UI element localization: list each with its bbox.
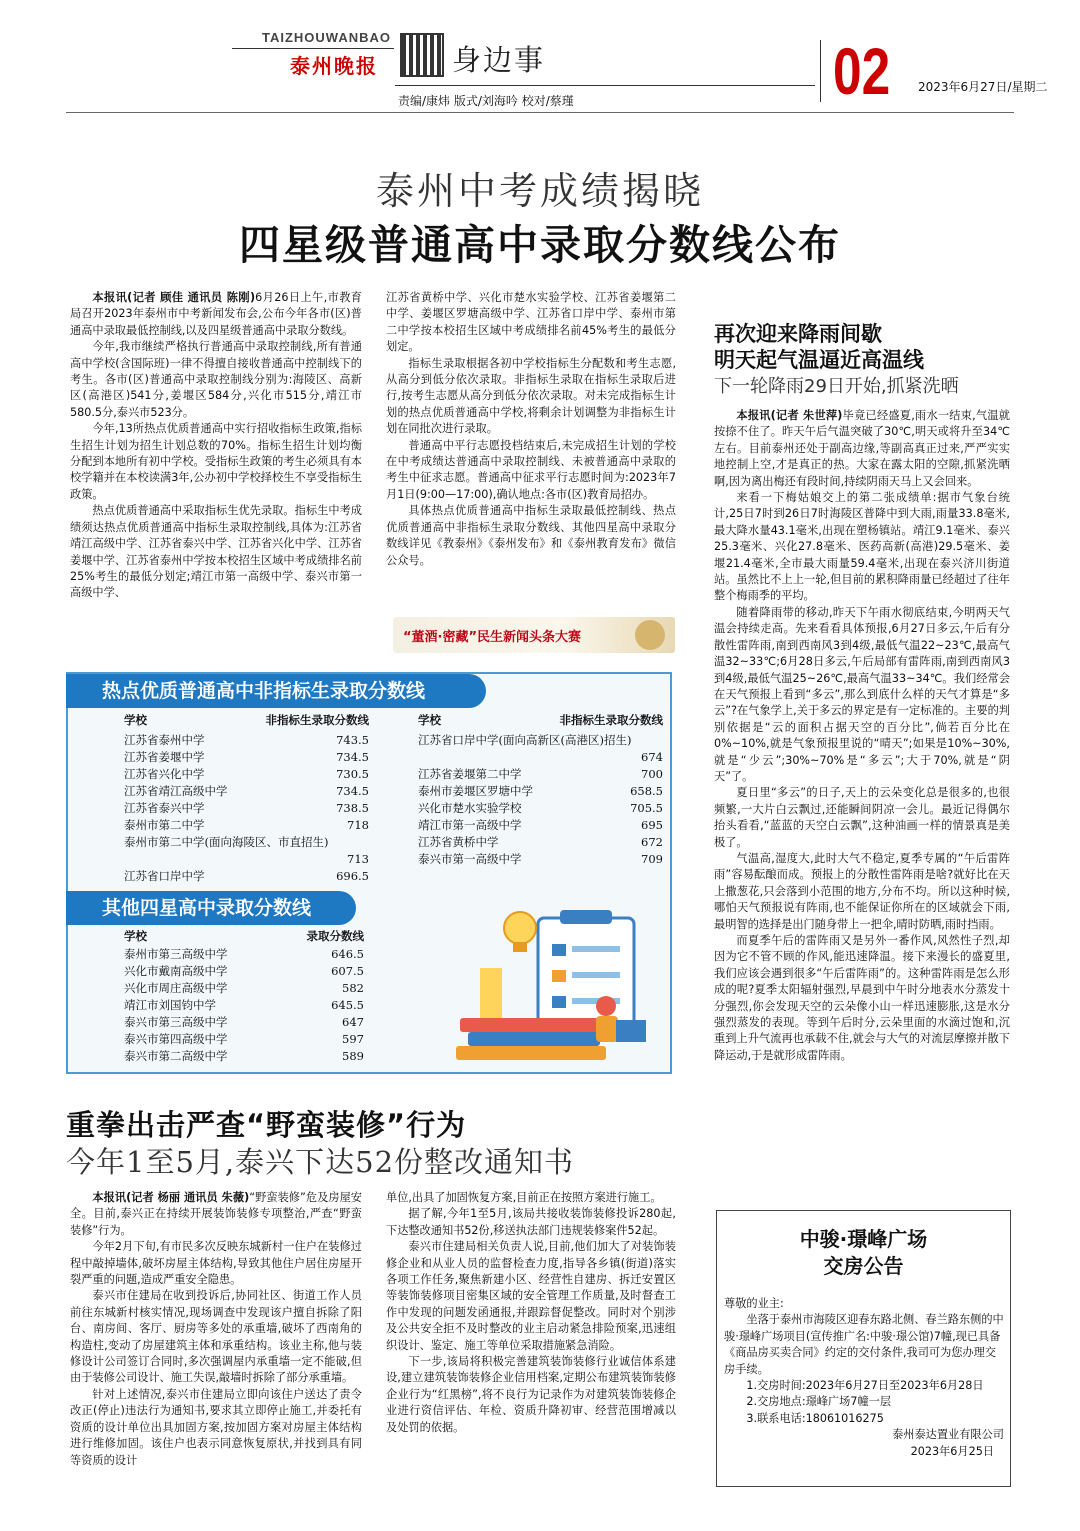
school-name: 兴化市周庄高级中学 [124, 981, 228, 995]
paragraph: 今年,我市继续严格执行普通高中录取控制线,所有普通高中学校(含国际班)一律不得擅自接收普通高中控制线下的考生。各市(区)普通高中录取控制线分别为:海陵区、高新区(高港区)541分,姜堰区584分,兴化市515分,靖江市580.5分,泰兴市523分。 [70, 340, 362, 419]
paragraph: 6月26日上午,市教育局召开2023年泰州市中考新闻发布会,公布今年各市(区)普通高中录取最低控制线,以及四星级普通高中录取分数线。 [70, 291, 362, 337]
notice-item: 2.交房地点:璟峰广场7幢一层 [746, 1395, 892, 1409]
school-name: 江苏省泰兴中学 [124, 801, 205, 815]
school-name: 泰兴市第一高级中学 [418, 852, 522, 866]
weather-title: 明天起气温逼近高温线 [714, 348, 924, 372]
table1-left [124, 712, 369, 885]
qr-code-icon [400, 33, 444, 77]
table-row [124, 817, 369, 834]
paragraph: 坐落于泰州市海陵区迎春东路北侧、春兰路东侧的中骏·璟峰广场项目(宣传推广名:中骏·璟公馆)7幢,现已具备《商品房买卖合同》约定的交付条件,我司可为您办理交房手续。 [724, 1313, 1004, 1376]
school-name: 江苏省黄桥中学 [418, 835, 499, 849]
divider [395, 85, 815, 86]
school-name: 江苏省口岸中学(面向高新区(高港区)招生) [418, 733, 632, 747]
school-name: 泰州市姜堰区罗塘中学 [418, 784, 533, 798]
table-title-text: 其他四星高中录取分数线 [66, 891, 356, 925]
paragraph: 来看一下梅姑娘交上的第二张成绩单:据市气象台统计,25日7时到26日7时海陵区普降中到大雨,雨量33.8毫米,最大降水量43.1毫米,出现在塑杨镇站。靖江9.1毫米、泰兴25.3毫米、兴化27.8毫米、医药高新(高港)29.5毫米、姜堰21.4毫米,全市最大雨量59.4毫米,出现在泰兴济川街道站。虽然比不上上一轮,但目前的累积降雨量已经超过了往年整个梅雨季的平均。 [714, 491, 1010, 603]
paragraph: 而夏季午后的雷阵雨又是另外一番作风,风然性子烈,却因为它不管不顾的作风,能迅速降温。接下来漫长的盛夏里,我们应该会遇到很多“午后雷阵雨”的。这种雷阵雨是怎么形成的呢?夏季太阳辐射强烈,早晨到中午时分地表水分蒸发十分强烈,你会发现天空的云朵像小山一样迅速膨胀,这是水分强烈蒸发的表现。等到午后时分,云朵里面的水滴过饱和,沉重到上升气流再也承载不住,就会与大气的对流层摩擦并散下降运动,于是就形成雷阵雨。 [714, 934, 1010, 1062]
school-name: 江苏省口岸中学 [124, 869, 205, 883]
score-value: 705.5 [630, 801, 663, 815]
table-row [124, 1014, 364, 1031]
company-name: 泰州泰达置业有限公司 [892, 1428, 1004, 1442]
school-name: 兴化市戴南高级中学 [124, 964, 228, 978]
paragraph: “野蛮装修”危及房屋安全。目前,泰兴正在持续开展装饰装修专项整治,严查“野蛮装修”行为。 [70, 1191, 362, 1237]
byline: 本报讯(记者 顾佳 通讯员 陈刚) [92, 291, 256, 304]
paragraph: 今年2月下旬,有市民多次反映东城新村一住户在装修过程中敲掉墙体,破坏房屋主体结构,导致其他住户居住房屋开裂严重的问题,造成严重安全隐患。 [70, 1240, 362, 1287]
masthead-logo: 泰州晚报 [290, 54, 378, 78]
score-value: 718 [347, 818, 369, 832]
column-header: 非指标生录取分数线 [559, 713, 663, 727]
score-value: 734.5 [336, 750, 369, 764]
table-row [418, 766, 663, 783]
column-header: 学校 [124, 713, 147, 727]
column-header: 学校 [124, 929, 147, 943]
sign-date: 2023年6月25日 [910, 1444, 994, 1458]
decor-subtitle: 今年1至5月,泰兴下达52份整改通知书 [66, 1145, 575, 1179]
table-row [124, 997, 364, 1014]
paragraph: 据了解,今年1至5月,该局共接收装饰装修投诉280起,下达整改通知书52份,移送执法部门违规装修案件52起。 [386, 1207, 676, 1237]
ad-banner[interactable] [393, 617, 675, 653]
decor-column-1 [70, 1190, 362, 1469]
table-row [124, 800, 369, 817]
score-value: 646.5 [331, 947, 364, 961]
weather-title: 再次迎来降雨间歇 [714, 322, 882, 346]
divider [66, 112, 1014, 113]
paragraph: 针对上述情况,泰兴市住建局立即向该住户送达了责令改正(停止)违法行为通知书,要求其立即停止施工,并委托有资质的设计单位出具加固方案,按加固方案对房屋主体结构进行维修加固。该住户也表示同意恢复原状,并找到具有同等资质的设计 [70, 1387, 362, 1467]
table-row [124, 732, 369, 749]
table-row [124, 834, 369, 868]
score-value: 695 [641, 818, 663, 832]
school-name: 江苏省靖江高级中学 [124, 784, 228, 798]
paragraph: 普通高中平行志愿投档结束后,未完成招生计划的学校在中考成绩达普通高中录取控制线、未被普通高中录取的考生中征求志愿。普通高中征求平行志愿时间为:2023年7月1日(9:00—17:00),确认地点:各市(区)教育局招办。 [386, 438, 676, 501]
table-row [124, 868, 369, 885]
score-value: 734.5 [336, 784, 369, 798]
masthead-english: TAIZHOUWANBAO [262, 30, 392, 45]
school-name: 兴化市楚水实验学校 [418, 801, 522, 815]
table-row [124, 1048, 364, 1065]
paragraph: 夏日里“多云”的日子,天上的云朵变化总是很多的,也很频繁,一大片白云飘过,还能瞬间阴凉一会儿。最近记得偶尔抬头看看,“蓝蓝的天空白云飘”,这种油画一样的情景真是美极了。 [714, 786, 1010, 849]
paragraph: 热点优质普通高中采取指标生优先录取。指标生中考成绩须达热点优质普通高中指标生录取控制线,具体为:江苏省靖江高级中学、江苏省泰兴中学、江苏省兴化中学、江苏省姜堰中学、江苏省泰州中学按本校招生区域中考成绩排名前25%考生的最低分划定;靖江市第一高级中学、泰兴市第一高级中学、 [70, 504, 362, 600]
school-name: 泰兴市第四高级中学 [124, 1032, 228, 1046]
score-value: 607.5 [331, 964, 364, 978]
banner-text: “董酒·密藏”民生新闻头条大赛 [403, 630, 582, 645]
score-value: 674 [641, 750, 663, 764]
score-value: 645.5 [331, 998, 364, 1012]
school-name: 江苏省姜堰第二中学 [418, 767, 522, 781]
paragraph: 具体热点优质普通高中指标生录取最低控制线、热点优质普通高中非指标生录取分数线、其他四星高中录取分数线详见《教泰州》《泰州发布》和《泰州教育发布》微信公众号。 [386, 504, 676, 567]
score-value: 738.5 [336, 801, 369, 815]
table-row [124, 980, 364, 997]
school-name: 靖江市第一高级中学 [418, 818, 522, 832]
weather-subtitle: 下一轮降雨29日开始,抓紧洗晒 [714, 376, 959, 397]
lead-title: 四星级普通高中录取分数线公布 [239, 221, 841, 269]
divider [820, 40, 821, 102]
table-row [418, 851, 663, 868]
table-row [124, 766, 369, 783]
column-header: 录取分数线 [306, 929, 364, 943]
drink-cup-icon [635, 620, 665, 650]
byline: 本报讯(记者 朱世萍) [736, 409, 843, 422]
table-row [124, 749, 369, 766]
column-header: 学校 [418, 713, 441, 727]
divider [232, 48, 394, 49]
table-row [418, 800, 663, 817]
paragraph: 单位,出具了加固恢复方案,目前正在按照方案进行施工。 [386, 1191, 662, 1204]
column-header: 非指标生录取分数线 [265, 713, 369, 727]
paragraph: 泰兴市住建局在收到投诉后,协同社区、街道工作人员前往东城新村核实情况,现场调查中发现该户擅自拆除了阳台、南房间、客厅、厨房等多处的承重墙,破坏了西南角的构造柱,变动了房屋建筑主体和承重结构。该业主称,他与装修设计公司签订合同时,多次强调屋内承重墙一定不能破,但由于装修公司设计、施工失误,敲墙时拆除了部分承重墙。 [70, 1289, 362, 1385]
table-row [418, 834, 663, 851]
score-value: 709 [641, 852, 663, 866]
lead-column-2 [386, 290, 676, 569]
school-name: 江苏省兴化中学 [124, 767, 205, 781]
score-value: 589 [342, 1049, 364, 1063]
score-value: 743.5 [336, 733, 369, 747]
notice-body [724, 1296, 1004, 1460]
education-illustration [420, 898, 670, 1068]
notice-item: 3.联系电话:18061016275 [746, 1411, 884, 1425]
lead-subtitle: 泰州中考成绩揭晓 [375, 169, 704, 213]
school-name: 靖江市刘国钧中学 [124, 998, 216, 1012]
score-value: 597 [342, 1032, 364, 1046]
table-row [124, 963, 364, 980]
paragraph: 今年,13所热点优质普通高中实行招收指标生政策,指标生招生计划为招生计划总数的70%。指标生招生计划均衡分配到本地所有初中学校。受指标生政策的考生必须具有本校学籍并在本校读满3年,公办初中学校择校生不享受指标生政策。 [70, 422, 362, 501]
school-name: 江苏省姜堰中学 [124, 750, 205, 764]
table2 [124, 928, 364, 1065]
notice-title: 交房公告 [823, 1254, 904, 1278]
table-title [66, 891, 356, 925]
score-value: 658.5 [630, 784, 663, 798]
table1-right [418, 712, 663, 868]
score-value: 672 [641, 835, 663, 849]
weather-column [714, 408, 1010, 1064]
score-value: 713 [347, 852, 369, 866]
table-title-text: 热点优质普通高中非指标生录取分数线 [66, 674, 486, 708]
paragraph: 指标生录取根据各初中学校指标生分配数和考生志愿,从高分到低分依次录取。非指标生录取在指标生录取后进行,按考生志愿从高分到低分依次录取。对未完成指标生计划的热点优质普通高中学校,将剩余计划调整为非指标生计划在同批次进行录取。 [386, 356, 676, 436]
table-row [124, 946, 364, 963]
score-value: 696.5 [336, 869, 369, 883]
decor-title: 重拳出击严查“野蛮装修”行为 [66, 1108, 467, 1142]
lead-column-1 [70, 290, 362, 602]
issue-date: 2023年6月27日/星期二 [918, 80, 1048, 94]
table-row [418, 732, 663, 766]
notice-item: 1.交房时间:2023年6月27日至2023年6月28日 [746, 1379, 984, 1393]
table-row [124, 783, 369, 800]
table-row [418, 783, 663, 800]
school-name: 泰兴市第二高级中学 [124, 1049, 228, 1063]
greeting: 尊敬的业主: [724, 1297, 784, 1310]
paragraph: 毕竟已经盛夏,雨水一结束,气温就按捺不住了。昨天午后气温突破了30℃,明天或将升至34℃左右。目前泰州还处于副高边缘,等副高真正过来,严严实实地控制上空,才是真正的热。大家在露太阳的空隙,抓紧洗晒啊,因为离出梅还有段时间,持续阴雨天马上又会回来。 [714, 409, 1010, 488]
byline: 本报讯(记者 杨丽 通讯员 朱薇) [92, 1191, 250, 1204]
school-name: 泰兴市第三高级中学 [124, 1015, 228, 1029]
page-number: 02 [833, 34, 891, 108]
school-name: 泰州市第三高级中学 [124, 947, 228, 961]
paragraph: 气温高,湿度大,此时大气不稳定,夏季专属的“午后雷阵雨”容易酝酿而成。预报上的分散性雷阵雨是啥?就好比在天上撒葱花,只会落到小范围的地方,分布不均。所以这种时候,哪怕天气预报说有阵雨,也不能保证你所在的区域就会下雨,最明智的选择是出门随身带上一把伞,晴时防晒,雨时挡雨。 [714, 851, 1010, 931]
score-value: 730.5 [336, 767, 369, 781]
paragraph: 随着降雨带的移动,昨天下午雨水彻底结束,今明两天气温会持续走高。先来看看具体预报,6月27日多云,午后有分散性雷阵雨,南到西南风3到4级,最低气温22~23℃,最高气温32~33℃;6月28日多云,午后局部有雷阵雨,南到西南风3到4级,最低气温25~26℃,最高气温33~34℃。我们经常会在天气预报上看到“多云”,那么到底什么样的天气才算是“多云”?在气象学上,关于多云的界定是有一定标准的。主要的判别依据是“云的面积占据天空的百分比”,倘若百分比在0%~10%,就是气象预报里说的“晴天”;如果是10%~30%,就是“少云”;30%~70%是“多云”;大于70%,就是“阴天”了。 [714, 605, 1010, 783]
score-value: 647 [342, 1015, 364, 1029]
editor-credits: 责编/康炜 版式/刘海吟 校对/蔡瑾 [398, 94, 574, 108]
score-value: 700 [641, 767, 663, 781]
school-name: 泰州市第二中学 [124, 818, 205, 832]
table-row [418, 817, 663, 834]
school-name: 江苏省泰州中学 [124, 733, 205, 747]
decor-column-2 [386, 1190, 676, 1436]
table-title [66, 674, 486, 708]
school-name: 泰州市第二中学(面向海陵区、市直招生) [124, 835, 329, 849]
table-row [124, 1031, 364, 1048]
score-value: 582 [342, 981, 364, 995]
notice-title: 中骏·璟峰广场 [799, 1227, 928, 1251]
paragraph: 泰兴市住建局相关负责人说,目前,他们加大了对装饰装修企业和从业人员的监督检查力度,指导各乡镇(街道)落实各项工作任务,聚焦新建小区、经营性自建房、拆迁安置区等装饰装修项目密集区域的安全管理工作质量,及时督查工作中发现的问题发函通报,并跟踪督促整改。同时对个别涉及公共安全拒不及时整改的业主启动紧急排险预案,迅速组织设计、鉴定、施工等单位采取措施紧急消险。 [386, 1240, 676, 1352]
paragraph: 江苏省黄桥中学、兴化市楚水实验学校、江苏省姜堰第二中学、姜堰区罗塘高级中学、江苏省口岸中学、泰州市第二中学按本校招生区域中考成绩排名前45%考生的最低分划定。 [386, 291, 676, 354]
section-title: 身边事 [452, 43, 546, 77]
paragraph: 下一步,该局将积极完善建筑装饰装修行业诚信体系建设,建立建筑装饰装修企业信用档案,定期公布建筑装饰装修企业行为“红黑榜”,将不良行为记录作为对建筑装饰装修企业进行资信评估、年检、资质升降初审、经营范围增减以及处罚的依据。 [386, 1355, 676, 1434]
